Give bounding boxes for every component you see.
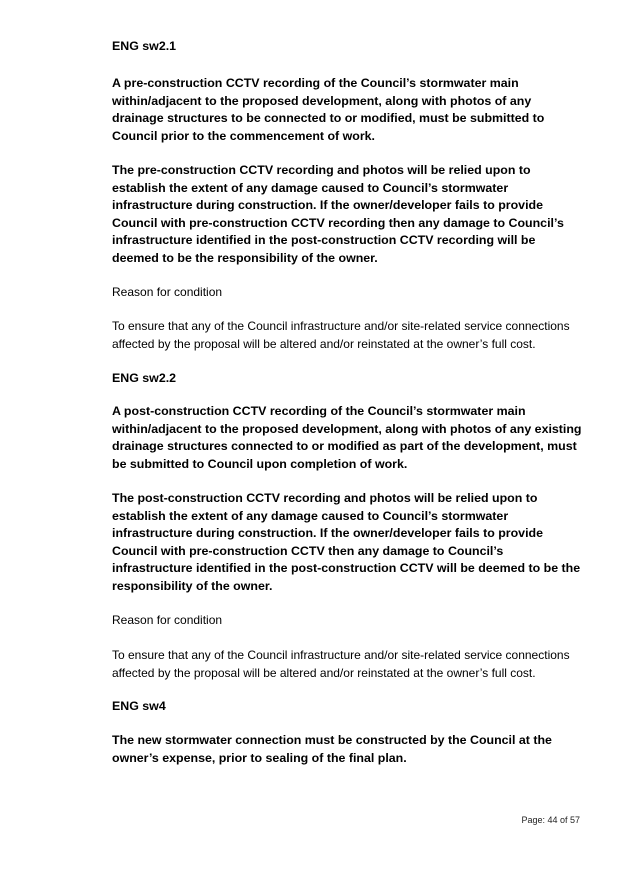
section-sw2-2-reason-label: Reason for condition <box>112 613 223 627</box>
section-sw2-2-reason-text: To ensure that any of the Council infrastructure and/or site-related service connections affected by the proposal will be altered and/or reinstated at the owner’s full cost. <box>112 648 570 680</box>
section-sw2-1-paragraph-1: A pre-construction CCTV recording of the Council’s stormwater main within/adjacent to the proposed development, along with photos of any drainage structures to be connected to or modified, must be submitted to Council prior to the commencement of work. <box>112 76 545 143</box>
section-sw2-1-paragraph-2: The pre-construction CCTV recording and photos will be relied upon to establish the extent of any damage caused to Council’s stormwater infrastructure during construction. If the owner/developer fails to provide Council with pre-construction CCTV recording then any damage to Council’s infrastructure identified in the post-construction CCTV recording will be deemed to be the responsibility of the owner. <box>112 163 564 265</box>
section-heading-sw2-2: ENG sw2.2 <box>112 371 177 385</box>
section-sw2-2-paragraph-2: The post-construction CCTV recording and photos will be relied upon to establish the extent of any damage caused to Council’s stormwater infrastructure during construction. If the owner/developer fails to provide Council with pre-construction CCTV then any damage to Council’s infrastructure identified in the post-construction CCTV will be deemed to be the responsibility of the owner. <box>112 491 581 593</box>
section-sw2-1-reason-text: To ensure that any of the Council infrastructure and/or site-related service connections affected by the proposal will be altered and/or reinstated at the owner’s full cost. <box>112 319 570 351</box>
section-sw4-paragraph-1: The new stormwater connection must be constructed by the Council at the owner’s expense, prior to sealing of the final plan. <box>112 733 552 765</box>
section-sw2-1-reason-label: Reason for condition <box>112 285 223 299</box>
page-number: Page: 44 of 57 <box>521 815 580 825</box>
section-heading-sw4: ENG sw4 <box>112 699 166 713</box>
section-sw2-2-paragraph-1: A post-construction CCTV recording of the Council’s stormwater main within/adjacent to the proposed development, along with photos of any existing drainage structures connected to or modified as part of the development, must be submitted to Council upon completion of work. <box>112 404 582 471</box>
section-heading-sw2-1: ENG sw2.1 <box>112 39 177 53</box>
